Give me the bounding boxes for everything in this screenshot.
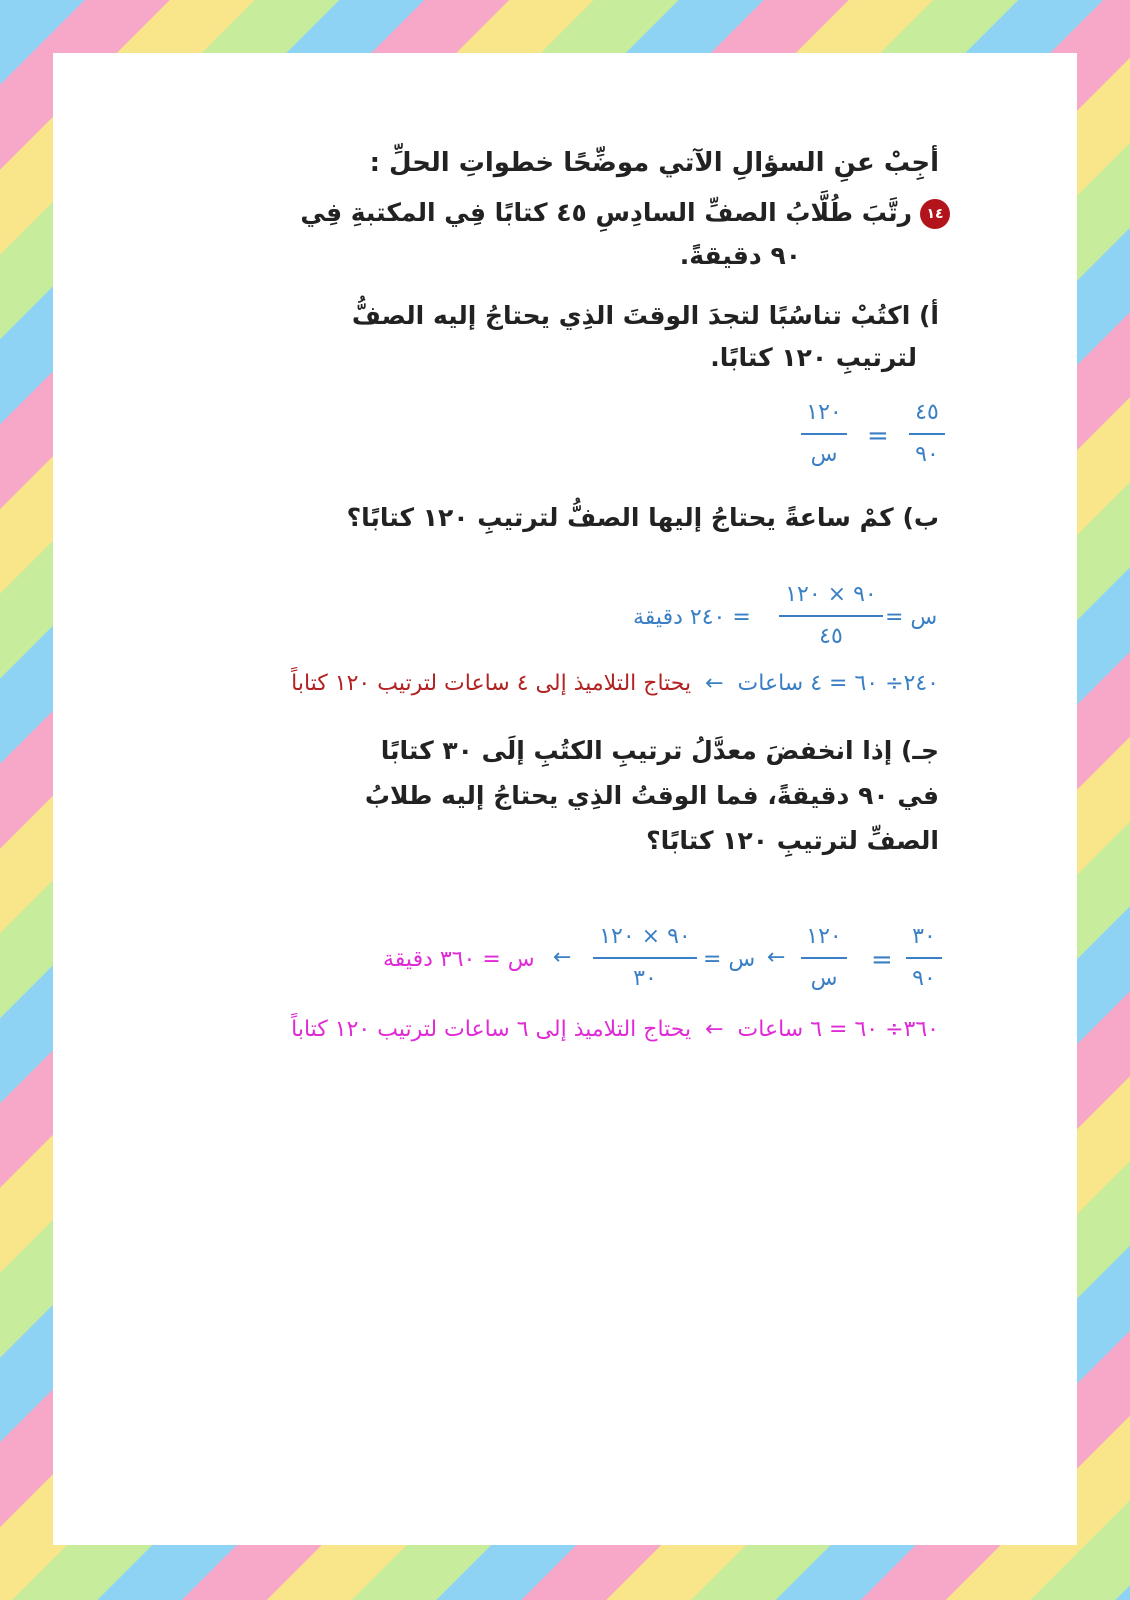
instructions-heading: أجِبْ عنِ السؤالِ الآتي موضِّحًا خطواتِ الحلِّ : xyxy=(369,148,939,178)
fraction-bar xyxy=(593,957,697,959)
part-c-label: جـ) xyxy=(901,736,939,765)
worksheet-page xyxy=(53,53,1077,1545)
c-work-result: س = ٣٦٠ دقيقة xyxy=(383,947,535,972)
fraction-bar xyxy=(801,957,847,959)
part-a-line2: لترتيبِ ١٢٠ كتابًا. xyxy=(710,343,917,372)
fraction-numerator: ١٢٠ xyxy=(806,400,842,425)
c-conclusion-calc: ٣٦٠÷ ٦٠ = ٦ ساعات xyxy=(737,1017,939,1042)
fraction-120-x xyxy=(801,923,847,993)
question-number-badge: ١٤ xyxy=(920,199,950,229)
part-b-line1 xyxy=(347,503,939,532)
fraction-45-90 xyxy=(909,399,945,469)
question-text-1: رتَّبَ طُلَّابُ الصفِّ السادِسِ ٤٥ كتابًا فِي المكتبةِ فِي xyxy=(300,198,912,227)
fraction-bar xyxy=(779,615,883,617)
b-conclusion-calc: ٢٤٠÷ ٦٠ = ٤ ساعات xyxy=(737,671,939,696)
c-conclusion-text: يحتاج التلاميذ إلى ٦ ساعات لترتيب ١٢٠ كتاباً xyxy=(291,1017,692,1042)
part-a-text-1: اكتُبْ تناسُبًا لتجدَ الوقتَ الذِي يحتاجُ إليه الصفُّ xyxy=(351,301,911,330)
part-c-line3: الصفِّ لترتيبِ ١٢٠ كتابًا؟ xyxy=(646,826,939,855)
left-arrow-icon: ← xyxy=(767,945,786,970)
part-a-line1 xyxy=(352,301,939,330)
fraction-denominator: ٩٠ xyxy=(912,966,936,991)
fraction-numerator: ٩٠ × ١٢٠ xyxy=(599,924,691,949)
part-a-label: أ) xyxy=(919,301,939,330)
fraction-bar xyxy=(909,433,945,435)
fraction-numerator: ٣٠ xyxy=(912,924,936,949)
fraction-numerator: ٩٠ × ١٢٠ xyxy=(785,582,877,607)
b-conclusion-text: يحتاج التلاميذ إلى ٤ ساعات لترتيب ١٢٠ كتاباً xyxy=(291,671,692,696)
left-arrow-icon: ← xyxy=(698,671,731,696)
fraction-numerator: ٤٥ xyxy=(915,400,939,425)
left-arrow-icon: ← xyxy=(553,945,572,970)
b-work-fraction xyxy=(779,581,883,651)
fraction-bar xyxy=(906,957,942,959)
c-conclusion xyxy=(291,1017,939,1042)
part-b-label: ب) xyxy=(902,503,939,532)
fraction-30-90 xyxy=(906,923,942,993)
fraction-denominator: ٩٠ xyxy=(915,442,939,467)
fraction-denominator: ٤٥ xyxy=(819,624,843,649)
c-work-lhs: س = xyxy=(703,947,756,972)
fraction-bar xyxy=(801,433,847,435)
fraction-denominator: س xyxy=(810,442,838,467)
equals-sign: = xyxy=(871,945,893,975)
fraction-numerator: ١٢٠ xyxy=(806,924,842,949)
part-b-text: كمْ ساعةً يحتاجُ إليها الصفُّ لترتيبِ ١٢٠ كتابًا؟ xyxy=(346,503,894,532)
c-work-fraction xyxy=(593,923,697,993)
left-arrow-icon: ← xyxy=(698,1017,731,1042)
b-conclusion xyxy=(291,671,939,696)
part-c-line2: في ٩٠ دقيقةً، فما الوقتُ الذِي يحتاجُ إليه طلابُ xyxy=(364,781,939,810)
fraction-denominator: ٣٠ xyxy=(633,966,657,991)
fraction-denominator: س xyxy=(810,966,838,991)
part-c-line1 xyxy=(381,736,939,765)
part-c-text-1: إذا انخفضَ معدَّلُ ترتيبِ الكتُبِ إلَى ٣٠ كتابًا xyxy=(380,736,893,765)
b-work-result: = ٢٤٠ دقيقة xyxy=(633,605,751,630)
question-14-line1 xyxy=(300,198,950,229)
question-14-line2: ٩٠ دقيقةً. xyxy=(679,241,801,270)
equals-sign: = xyxy=(867,421,889,451)
fraction-120-x xyxy=(801,399,847,469)
b-work-lhs: س = xyxy=(885,605,938,630)
